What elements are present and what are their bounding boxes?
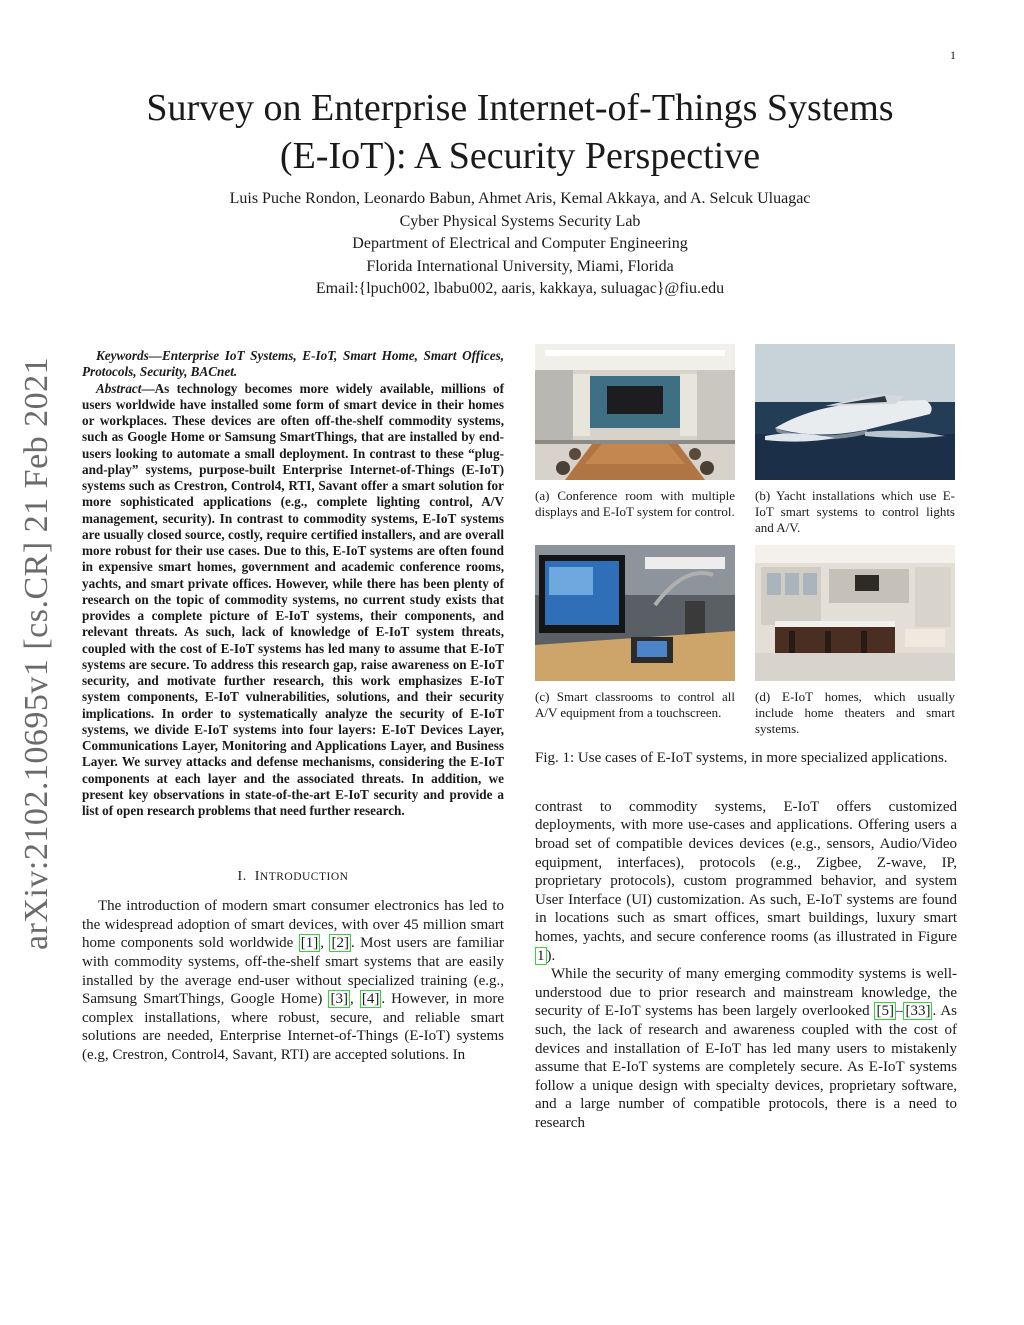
subfigure-caption: (b) Yacht installations which use E-IoT smart systems to control lights and A/V. (755, 488, 955, 536)
right-text-d: . As such, the lack of research and awareness coupled with the cost of devices and installation of E-IoT has led many users to mistakenly assume that E-IoT systems are completely secure. As E-IoT systems follow a unique design with specialty devices, proprietary software, and a large number of compatible protocols, there is a need to research (535, 1003, 957, 1131)
title-line-2: (E-IoT): A Security Perspective (279, 135, 761, 177)
citation-range-dash: – (895, 1003, 904, 1020)
figure-reference-link[interactable]: 1 (537, 947, 545, 964)
subfigure-b (755, 344, 955, 545)
keywords-label: Keywords (96, 348, 149, 363)
author-university: Florida International University, Miami, Florida (366, 257, 674, 275)
home-photo (755, 545, 955, 681)
abstract-label: Abstract (96, 380, 142, 396)
author-names: Luis Puche Rondon, Leonardo Babun, Ahmet Aris, Kemal Akkaya, and A. Selcuk Uluagac (229, 190, 811, 207)
citation-link[interactable]: [2] (331, 935, 349, 952)
paper-title (60, 84, 980, 180)
right-paragraph-2 (535, 965, 957, 1132)
citation-link[interactable]: [33] (905, 1003, 931, 1020)
subfigure-caption: (a) Conference room with multiple displays and E-IoT system for control. (535, 488, 735, 520)
section-number: I. (237, 869, 247, 885)
subfigure-a (535, 344, 735, 545)
intro-text-c: . However, in more complex installations, where robust, secure, and reliable smart solutions are needed, Enterprise Internet-of-Things (E-IoT) systems (e.g, Crestron, Control4, Savant, RTI) are accepted solutions. In (82, 991, 504, 1063)
intro-text-b: . Most users are familiar with commodity systems, off-the-shelf smart systems that are easily installed by the average end-user without specialized training (e.g., Samsung SmartThings, Google Home) (82, 935, 504, 1008)
keywords-text: —Enterprise IoT Systems, E-IoT, Smart Home, Smart Offices, Protocols, Security, BACnet. (82, 348, 504, 380)
citation-link[interactable]: [1] (300, 935, 319, 952)
page-number: 1 (950, 48, 956, 62)
intro-sep-1: , (320, 935, 330, 952)
citation-link[interactable]: [5] (876, 1003, 894, 1020)
intro-paragraph (82, 897, 504, 1064)
arxiv-stamp: arXiv:2102.10695v1 [cs.CR] 21 Feb 2021 (18, 356, 55, 950)
intro-sep-2: , (349, 991, 360, 1008)
author-lab: Cyber Physical Systems Security Lab (399, 212, 641, 230)
subfigure-c (535, 545, 735, 746)
title-line-1: Survey on Enterprise Internet-of-Things Systems (146, 87, 894, 129)
author-email: Email:{lpuch002, lbabu002, aaris, kakkaya, suluagac}@fiu.edu (315, 280, 725, 297)
right-text-c: While the security of many emerging commodity systems is well-understood due to prior research and mainstream knowledge, the security of E-IoT systems has been largely overlooked (535, 966, 957, 1020)
author-department: Department of Electrical and Computer Engineering (352, 235, 688, 252)
subfigure-d (755, 545, 955, 746)
citation-link[interactable]: [4] (361, 991, 380, 1008)
section-first-letter: I (254, 869, 260, 885)
intro-text-a: The introduction of modern smart consumer electronics has led to the widespread adoption of smart devices, with over 45 million smart home components sold worldwide (82, 898, 504, 952)
yacht-photo (755, 344, 955, 480)
figure-caption: Fig. 1: Use cases of E-IoT systems, in more specialized applications. (535, 750, 948, 767)
abstract-block (82, 348, 504, 819)
abstract-paragraph (82, 381, 504, 820)
right-text-a: contrast to commodity systems, E-IoT offers customized deployments, with more use-cases and applications. Offering users a broad set of compatible devices devices (e.g., sensors, Audio/Video equipment, interfaces), protocols (e.g., Zigbee, Z-wave, IP, proprietary protocols), custom programmed behavior, and system User Interface (UI) customization. As such, E-IoT systems are found in locations such as smart offices, smart buildings, luxury smart homes, yachts, and secure conference rooms (as illustrated in Figure (535, 798, 957, 945)
keywords-paragraph (82, 348, 504, 381)
left-column (82, 348, 504, 1065)
citation-link[interactable]: [3] (330, 991, 348, 1008)
section-heading-introduction (82, 869, 504, 885)
section-title-rest: NTRODUCTION (259, 871, 349, 884)
abstract-text: —As technology becomes more widely available, millions of users worldwide have installed some form of smart device in their homes or workplaces. These devices are often off-the-shelf commodity systems, such as Google Home or Samsung SmartThings, that are installed by end-users looking to automate a small deployment. In contrast to these “plug-and-play” systems, purpose-built Enterprise Internet-of-Things (E-IoT) systems such as Crestron, Control4, RTI, Savant offer a smart solution for more sophisticated applications (e.g., complete lighting control, A/V management, security). In contrast to commodity systems, E-IoT systems are usually closed source, costly, require certified installers, and are overall more robust for their use cases. Due to this, E-IoT systems are often found in expensive smart homes, government and academic conference rooms, yachts, and smart private offices. However, while there has been plenty of research on the topic of commodity systems, no current study exists that provides a complete picture of E-IoT systems, their components, and relevant threats. As such, lack of knowledge of E-IoT system threats, coupled with the cost of E-IoT systems has led many to assume that E-IoT systems are secure. To address this research gap, raise awareness on E-IoT security, and motivate further research, this work emphasizes E-IoT system components, E-IoT vulnerabilities, solutions, and their security implications. In order to systematically analyze the security of E-IoT systems, we divide E-IoT systems into four layers: E-IoT Devices Layer, Communications Layer, Monitoring and Applications Layer, and Business Layer. We survey attacks and defense mechanisms, considering the E-IoT components at each layer and the associated threats. In addition, we present key observations in state-of-the-art E-IoT security and provide a list of open research problems that need further research. (82, 380, 504, 818)
figure-1 (535, 344, 957, 745)
subfigure-caption: (d) E-IoT homes, which usually include home theaters and smart systems. (755, 688, 955, 737)
right-text-b: ). (546, 947, 556, 964)
conference-room-photo (535, 344, 735, 480)
subfigure-caption: (c) Smart classrooms to control all A/V equipment from a touchscreen. (535, 688, 735, 720)
classroom-photo (535, 545, 735, 681)
right-column (535, 344, 957, 1133)
author-block (60, 188, 980, 301)
right-paragraph-1 (535, 798, 957, 965)
